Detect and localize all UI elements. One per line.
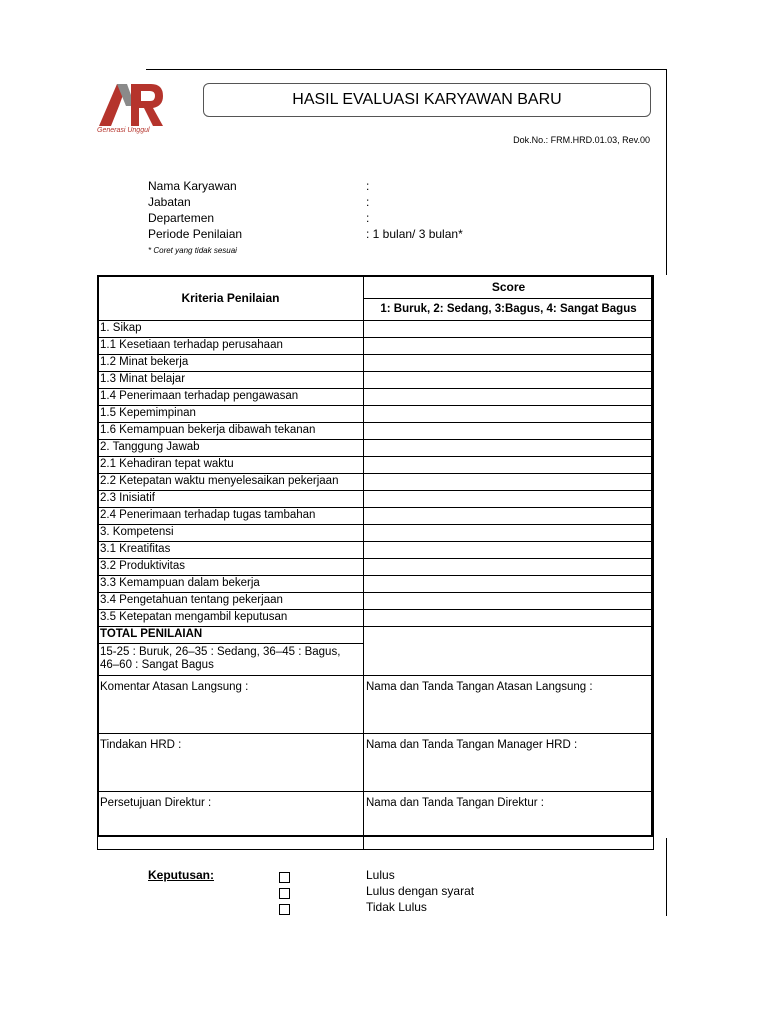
score-cell[interactable] — [364, 593, 654, 610]
option-lulus-dengan-syarat: Lulus dengan syarat — [366, 884, 475, 898]
criteria-cell: 3.1 Kreatifitas — [98, 542, 364, 559]
score-cell[interactable] — [364, 372, 654, 389]
info-value-jabatan: : — [366, 195, 370, 209]
criteria-cell: 2.2 Ketepatan waktu menyelesaikan pekerjaan — [98, 474, 364, 491]
score-scale: 1: Buruk, 2: Sedang, 3:Bagus, 4: Sangat Bagus — [364, 298, 654, 321]
criteria-cell: 3.5 Ketepatan mengambil keputusan — [98, 610, 364, 627]
score-cell[interactable] — [364, 321, 654, 338]
score-cell[interactable] — [364, 355, 654, 372]
score-cell[interactable] — [364, 440, 654, 457]
score-cell[interactable] — [364, 508, 654, 525]
criteria-cell: 3.2 Produktivitas — [98, 559, 364, 576]
checkbox-tidak-lulus[interactable] — [279, 904, 290, 915]
info-label-periode: Periode Penilaian — [148, 227, 243, 241]
strike-note: * Coret yang tidak sesuai — [148, 246, 237, 255]
info-label-jabatan: Jabatan — [148, 195, 191, 209]
right-border-line-bottom — [666, 838, 667, 916]
evaluation-table — [97, 275, 654, 850]
criteria-cell: 2.3 Inisiatif — [98, 491, 364, 508]
document-title: HASIL EVALUASI KARYAWAN BARU — [203, 83, 651, 117]
criteria-cell: 1.5 Kepemimpinan — [98, 406, 364, 423]
score-cell[interactable] — [364, 423, 654, 440]
criteria-cell: 1.4 Penerimaan terhadap pengawasan — [98, 389, 364, 406]
info-label-nama: Nama Karyawan — [148, 179, 237, 193]
criteria-cell: 3.3 Kemampuan dalam bekerja — [98, 576, 364, 593]
score-cell[interactable] — [364, 457, 654, 474]
score-cell[interactable] — [364, 338, 654, 355]
total-scale: 15-25 : Buruk, 26–35 : Sedang, 36–45 : Bagus, 46–60 : Sangat Bagus — [98, 644, 364, 676]
checkbox-lulus-dengan-syarat[interactable] — [279, 888, 290, 899]
top-border-line — [146, 69, 667, 70]
logo-caption: Generasi Unggul — [97, 127, 150, 134]
criteria-header: Kriteria Penilaian — [98, 276, 364, 321]
option-tidak-lulus: Tidak Lulus — [366, 900, 427, 914]
score-cell[interactable] — [364, 491, 654, 508]
total-label: TOTAL PENILAIAN — [98, 627, 364, 644]
option-lulus: Lulus — [366, 868, 395, 882]
info-value-departemen: : — [366, 211, 370, 225]
criteria-cell: 1.6 Kemampuan bekerja dibawah tekanan — [98, 423, 364, 440]
criteria-cell: 1. Sikap — [98, 321, 364, 338]
signature-supervisor[interactable]: Nama dan Tanda Tangan Atasan Langsung : — [364, 676, 654, 734]
score-cell[interactable] — [364, 576, 654, 593]
signature-director[interactable]: Nama dan Tanda Tangan Direktur : — [364, 792, 654, 850]
info-value-periode: : 1 bulan/ 3 bulan* — [366, 227, 463, 241]
score-cell[interactable] — [364, 525, 654, 542]
score-cell[interactable] — [364, 474, 654, 491]
criteria-cell: 1.1 Kesetiaan terhadap perusahaan — [98, 338, 364, 355]
score-cell[interactable] — [364, 389, 654, 406]
score-header: Score — [364, 276, 654, 299]
info-label-departemen: Departemen — [148, 211, 215, 225]
score-cell[interactable] — [364, 542, 654, 559]
hrd-action[interactable]: Tindakan HRD : — [98, 734, 364, 792]
score-cell[interactable] — [364, 610, 654, 627]
criteria-cell: 1.2 Minat bekerja — [98, 355, 364, 372]
total-score-cell[interactable] — [364, 627, 654, 676]
criteria-cell: 3. Kompetensi — [98, 525, 364, 542]
criteria-cell: 2.4 Penerimaan terhadap tugas tambahan — [98, 508, 364, 525]
right-border-line — [666, 69, 667, 275]
info-value-nama: : — [366, 179, 370, 193]
score-cell[interactable] — [364, 559, 654, 576]
signature-hrd-manager[interactable]: Nama dan Tanda Tangan Manager HRD : — [364, 734, 654, 792]
criteria-cell: 2.1 Kehadiran tepat waktu — [98, 457, 364, 474]
checkbox-lulus[interactable] — [279, 872, 290, 883]
decision-label: Keputusan: — [148, 868, 214, 882]
score-cell[interactable] — [364, 406, 654, 423]
criteria-cell: 1.3 Minat belajar — [98, 372, 364, 389]
comment-supervisor[interactable]: Komentar Atasan Langsung : — [98, 676, 364, 734]
criteria-cell: 3.4 Pengetahuan tentang pekerjaan — [98, 593, 364, 610]
criteria-cell: 2. Tanggung Jawab — [98, 440, 364, 457]
document-number: Dok.No.: FRM.HRD.01.03, Rev.00 — [513, 135, 650, 145]
director-approval[interactable]: Persetujuan Direktur : — [98, 792, 364, 850]
